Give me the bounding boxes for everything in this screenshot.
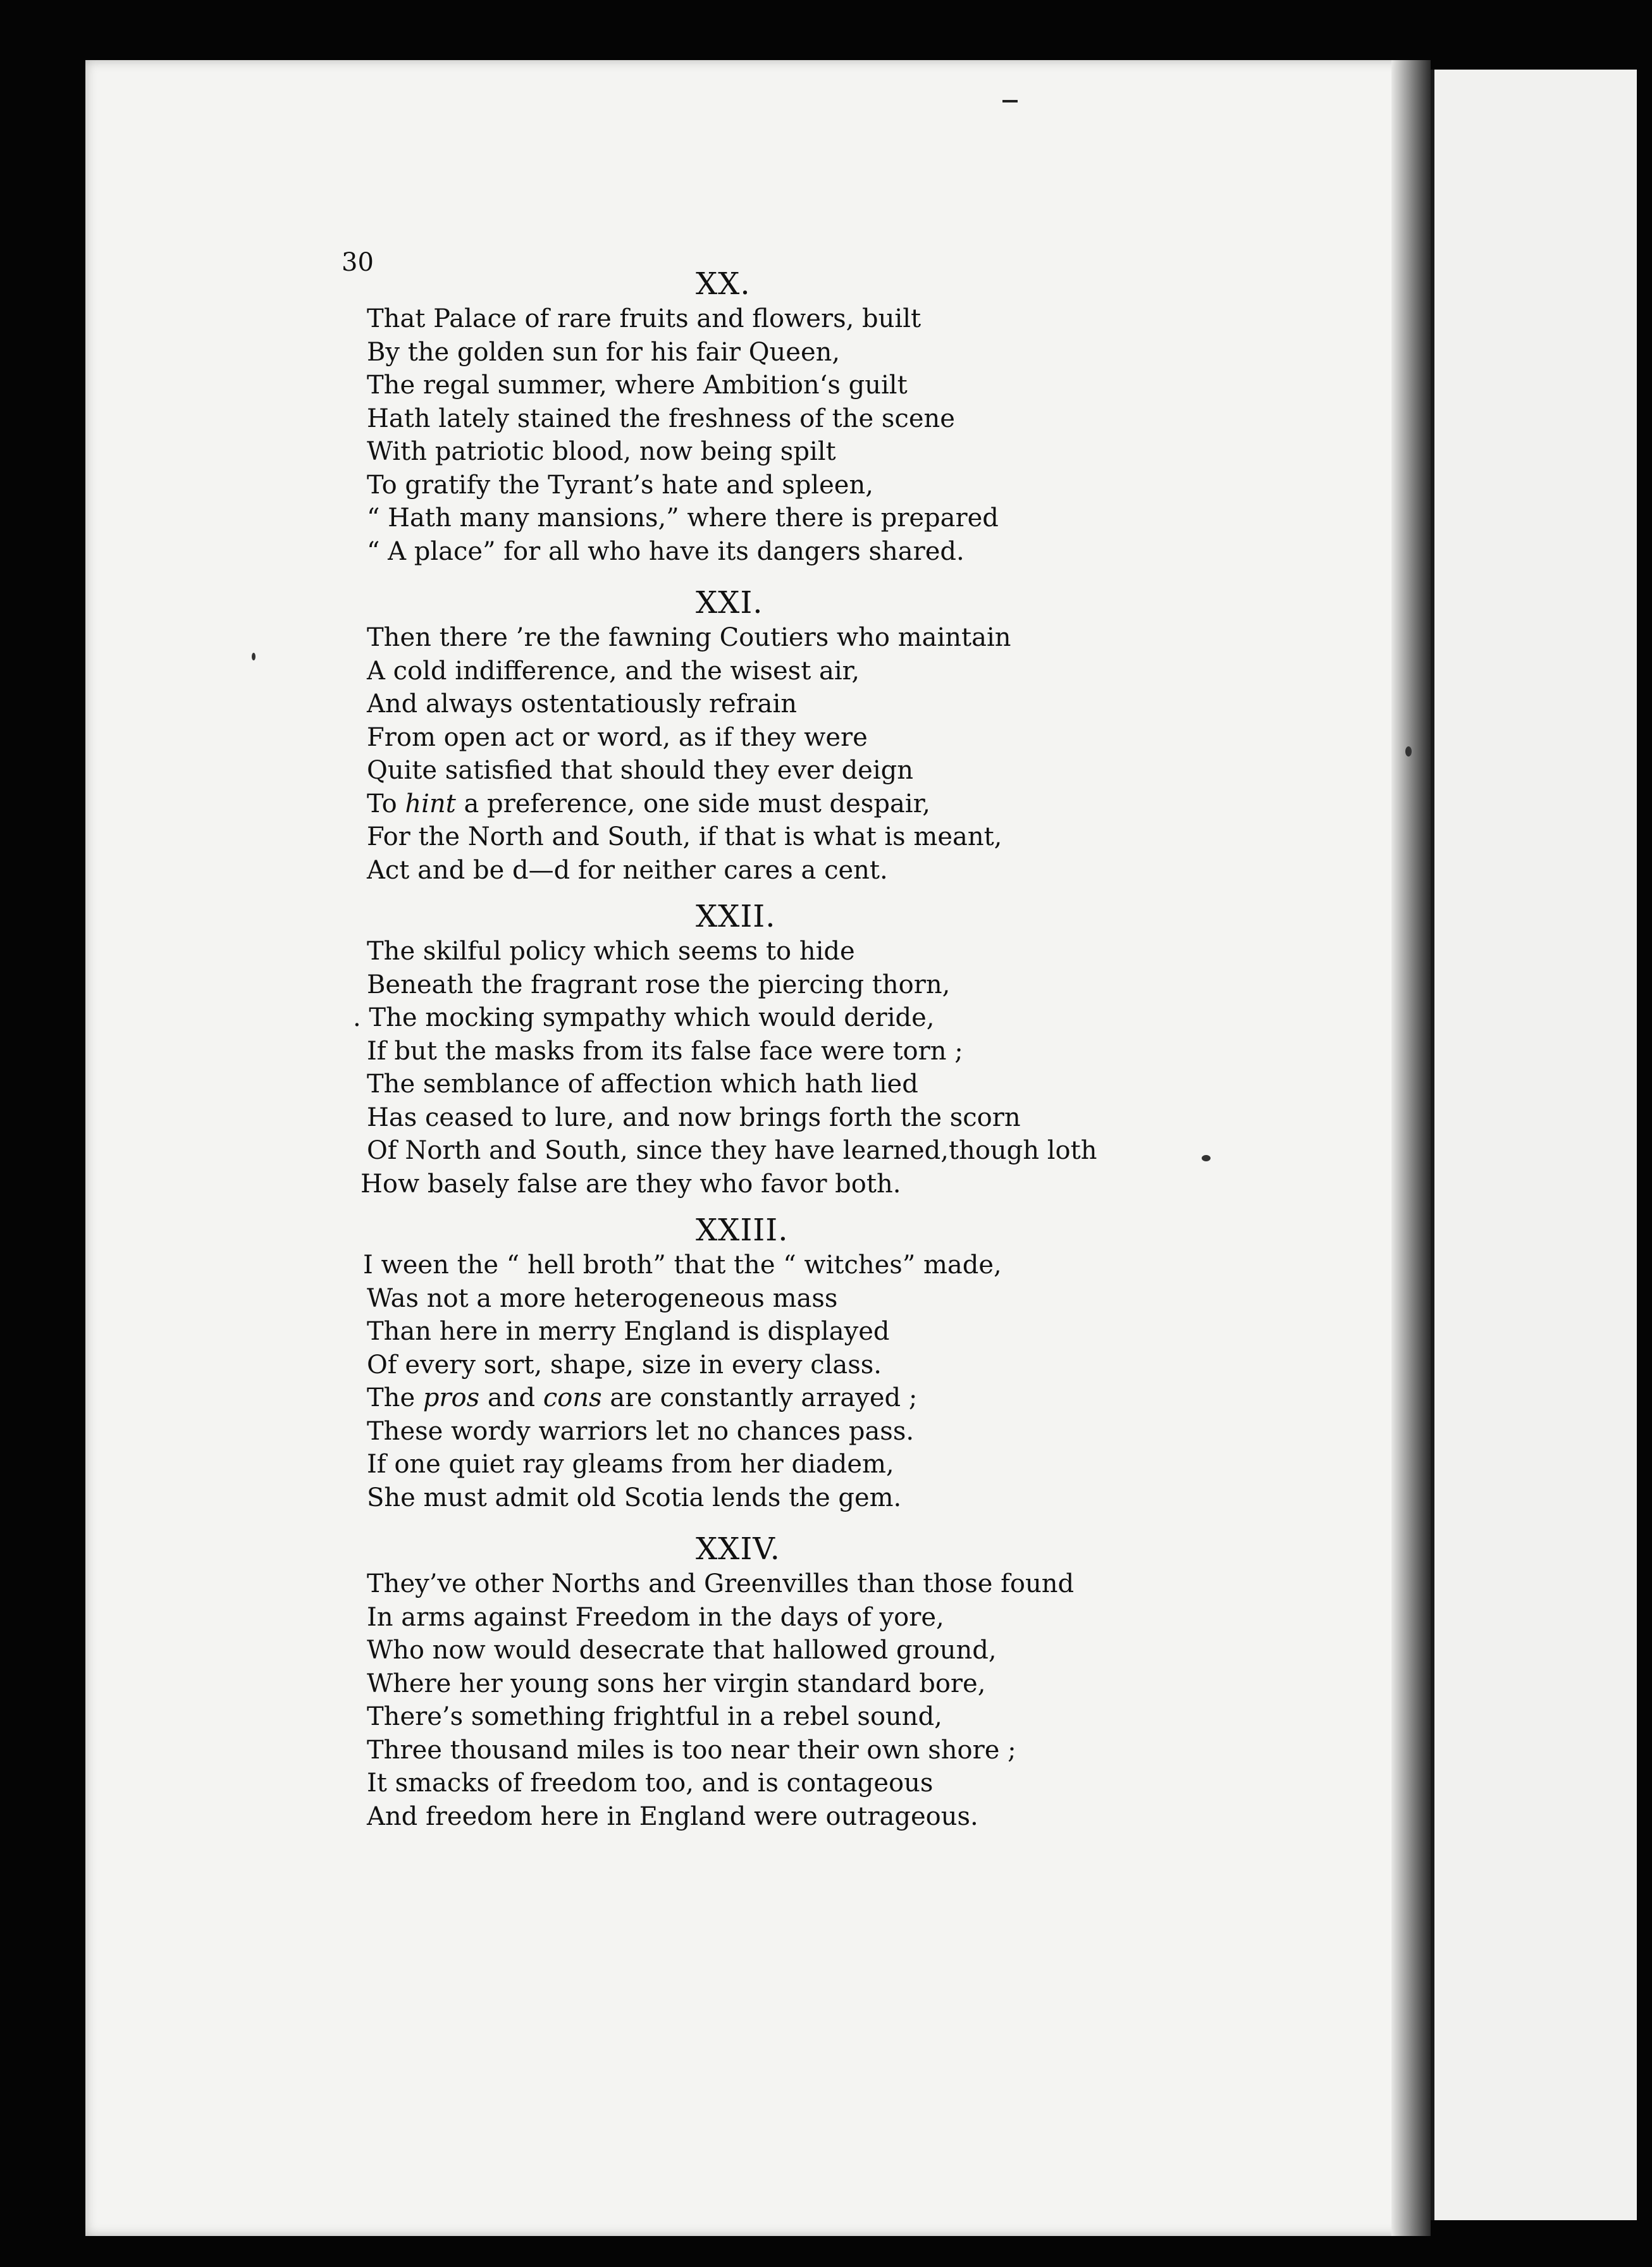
- poem-line: . The mocking sympathy which would deride,: [353, 1003, 935, 1032]
- poem-line: “ Hath many mansions,” where there is prepared: [367, 503, 999, 533]
- poem-line: The regal summer, where Ambition‘s guilt: [367, 371, 908, 400]
- poem-line: If but the masks from its false face were torn ;: [367, 1036, 963, 1066]
- stanza-numeral: XXII.: [696, 899, 776, 934]
- ink-speck: [252, 653, 256, 660]
- poem-line: And freedom here in England were outrageous.: [367, 1801, 978, 1831]
- ink-speck: [1405, 746, 1412, 757]
- poem-line: She must admit old Scotia lends the gem.: [367, 1483, 902, 1512]
- poem-line: If one quiet ray gleams from her diadem,: [367, 1450, 894, 1479]
- poem-line: Beneath the fragrant rose the piercing thorn,: [367, 970, 951, 999]
- poem-line: For the North and South, if that is what is meant,: [367, 822, 1002, 851]
- poem-line: The semblance of affection which hath lied: [367, 1070, 918, 1099]
- poem-line: Who now would desecrate that hallowed ground,: [367, 1636, 997, 1665]
- stanza-xxiii: [363, 1212, 1404, 1514]
- poem-line: To gratify the Tyrant’s hate and spleen,: [367, 470, 873, 500]
- stanza-numeral: XXIII.: [696, 1213, 789, 1248]
- poem-line: Has ceased to lure, and now brings forth the scorn: [367, 1103, 1021, 1132]
- poem-line: These wordy warriors let no chances pass.: [367, 1416, 915, 1446]
- stanza-numeral: XXIV.: [696, 1531, 780, 1567]
- poem-line: And always ostentatiously refrain: [367, 689, 798, 719]
- stanza-numeral: XX.: [696, 266, 751, 302]
- poem-line: The pros and cons are constantly arrayed ;: [367, 1383, 918, 1412]
- poem-line: There’s something frightful in a rebel sound,: [367, 1702, 942, 1731]
- poem-line: Hath lately stained the freshness of the scene: [367, 404, 955, 433]
- poem-line: By the golden sun for his fair Queen,: [367, 337, 841, 367]
- poem-line: Quite satisfied that should they ever deign: [367, 756, 914, 785]
- stanza-xxiv: [367, 1531, 1404, 1833]
- poem-line: Then there ’re the fawning Coutiers who maintain: [367, 623, 1011, 652]
- poem-line: Act and be d—d for neither cares a cent.: [367, 855, 888, 885]
- poem-line: Three thousand miles is too near their own shore ;: [367, 1735, 1016, 1765]
- poem-line: Was not a more heterogeneous mass: [367, 1283, 838, 1313]
- poem-line: The skilful policy which seems to hide: [367, 937, 855, 966]
- poem-line: They’ve other Norths and Greenvilles than those found: [367, 1569, 1075, 1598]
- page-number: 30: [342, 248, 374, 277]
- poem-body: [353, 266, 1404, 1833]
- poem-line: How basely false are they who favor both.: [361, 1169, 901, 1199]
- poem-line: Of every sort, shape, size in every class.: [367, 1350, 882, 1380]
- poem-line: Than here in merry England is displayed: [367, 1317, 890, 1346]
- poem-line: From open act or word, as if they were: [367, 722, 868, 752]
- stanza-xxi: [367, 584, 1404, 887]
- stanza-xx: [367, 266, 1404, 568]
- stanza-xxii: [353, 898, 1404, 1201]
- poem-line: Of North and South, since they have learned,though loth: [367, 1136, 1097, 1165]
- poem-line: That Palace of rare fruits and flowers, built: [367, 304, 922, 333]
- facing-page-edge: [1431, 70, 1637, 2220]
- poem-line: To hint a preference, one side must despair,: [367, 789, 931, 818]
- poem-line: With patriotic blood, now being spilt: [367, 437, 836, 466]
- poem-line: Where her young sons her virgin standard bore,: [367, 1669, 986, 1698]
- poem-line: In arms against Freedom in the days of yore,: [367, 1602, 944, 1632]
- poem-line: A cold indifference, and the wisest air,: [367, 656, 860, 686]
- poem-line: It smacks of freedom too, and is contageous: [367, 1769, 934, 1798]
- poem-line: I ween the “ hell broth” that the “ witches” made,: [363, 1251, 1002, 1280]
- poem-line: “ A place” for all who have its dangers shared.: [367, 536, 965, 566]
- stanza-numeral: XXI.: [696, 585, 763, 621]
- top-dash-mark: [1002, 100, 1018, 102]
